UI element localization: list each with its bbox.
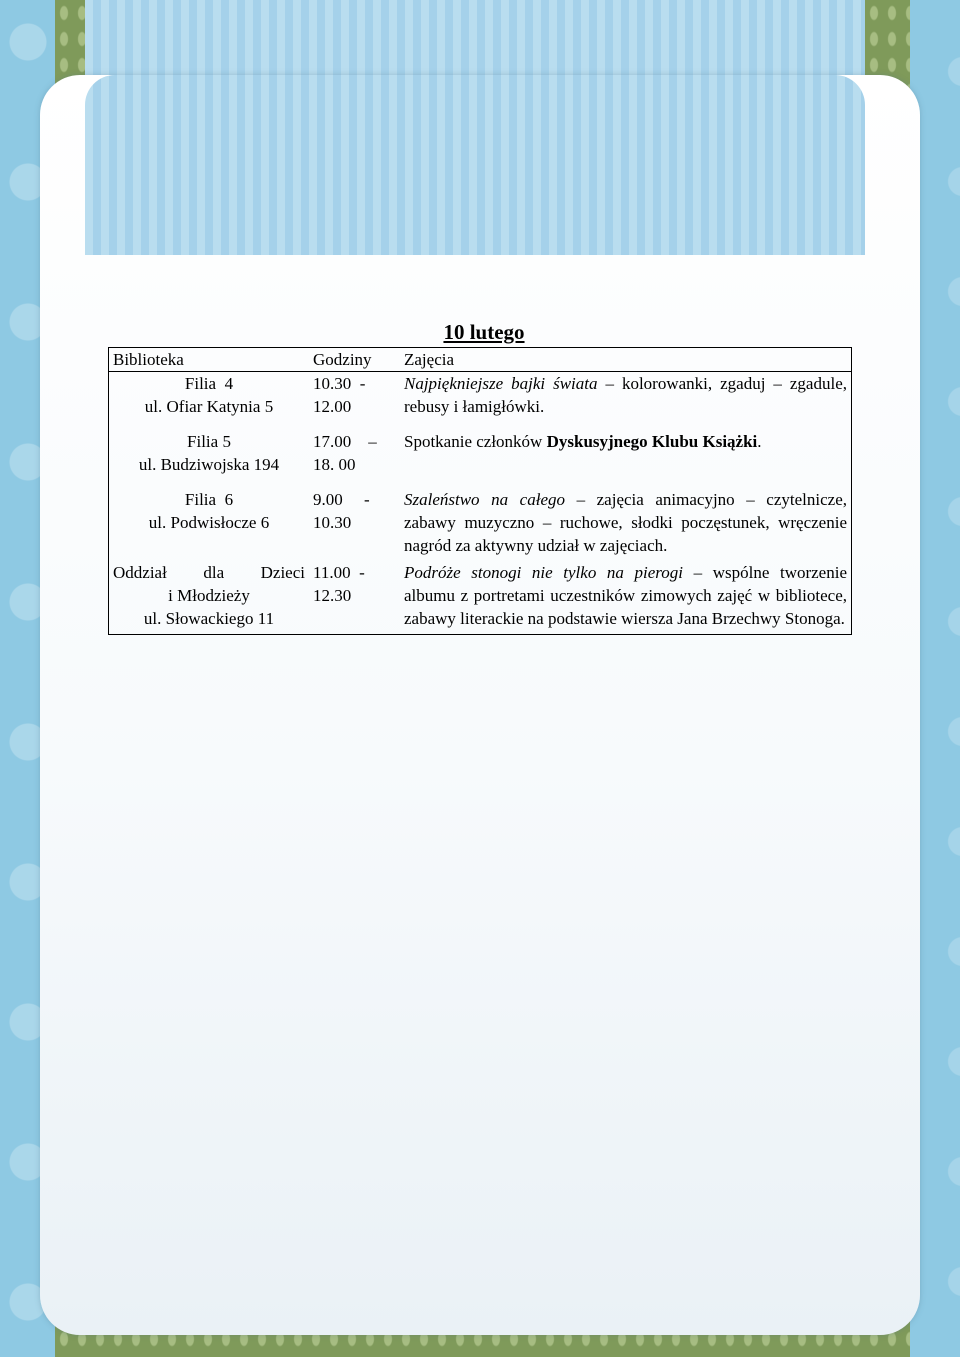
time-start: 11.00 - — [313, 563, 365, 582]
event-description: – kolorowanki, zgaduj – zgadule, rebusy i łamigłówki. — [404, 374, 847, 416]
activity-cell — [400, 488, 852, 561]
time-end: 12.00 — [313, 397, 352, 416]
hours-cell — [309, 372, 400, 431]
library-cell — [109, 488, 310, 561]
branch-word: Dzieci — [260, 563, 305, 582]
club-name: Dyskusyjnego Klubu Książki — [546, 432, 758, 451]
header-activities: Zajęcia — [400, 348, 852, 372]
event-name: Najpiękniejsze bajki świata — [404, 374, 598, 393]
time-end: 12.30 — [313, 586, 352, 605]
time-start: 17.00 – — [313, 432, 377, 451]
activity-cell — [400, 561, 852, 635]
table-row — [109, 561, 852, 635]
time-start: 9.00 - — [313, 490, 370, 509]
branch-address: ul. Budziwojska 194 — [138, 455, 280, 474]
branch-name-line1 — [113, 561, 305, 584]
table-row — [109, 430, 852, 488]
branch-name-line2: i Młodzieży — [168, 586, 250, 605]
time-start: 10.30 - — [313, 374, 366, 393]
branch-name: Filia 6 — [184, 490, 234, 509]
event-description-prefix: Spotkanie członków — [404, 432, 547, 451]
time-end: 10.30 — [313, 513, 352, 532]
branch-address: ul. Ofiar Katynia 5 — [144, 397, 274, 416]
document-content — [108, 320, 852, 635]
activity-cell — [400, 372, 852, 431]
event-name: Szaleństwo na całego — [404, 490, 566, 509]
event-name: Podróże stonogi nie tylko na pierogi — [404, 563, 684, 582]
event-description-suffix: . — [757, 432, 762, 451]
table-row — [109, 488, 852, 561]
hours-cell — [309, 561, 400, 635]
branch-word: Oddział — [113, 563, 167, 582]
branch-name: Filia 5 — [187, 432, 231, 451]
schedule-table — [108, 347, 852, 635]
jar-lid — [85, 75, 865, 255]
library-cell — [109, 372, 310, 431]
event-description: – wspólne tworzenie albumu z portretami uczestników zimowych zajęć w bibliotece, zabawy literackie na podstawie wiersza Jana Brzechwy Stonoga. — [404, 563, 847, 628]
branch-address: ul. Słowackiego 11 — [143, 609, 275, 628]
hours-cell — [309, 488, 400, 561]
activity-cell — [400, 430, 852, 488]
branch-word: dla — [203, 563, 225, 582]
table-row — [109, 372, 852, 431]
hours-cell — [309, 430, 400, 488]
event-description: – zajęcia animacyjno – czytelnicze, zabawy muzyczno – ruchowe, słodki poczęstunek, wręczenie nagród za aktywny udział w zajęciach. — [404, 490, 847, 555]
page-heading: 10 lutego — [443, 320, 525, 344]
time-end: 18. 00 — [313, 455, 356, 474]
branch-name: Filia 4 — [184, 374, 234, 393]
branch-address: ul. Podwisłocze 6 — [148, 513, 270, 532]
table-header-row — [109, 348, 852, 372]
jar-frame — [40, 75, 920, 1335]
library-cell — [109, 561, 310, 635]
library-cell — [109, 430, 310, 488]
header-library: Biblioteka — [109, 348, 310, 372]
header-hours: Godziny — [309, 348, 400, 372]
